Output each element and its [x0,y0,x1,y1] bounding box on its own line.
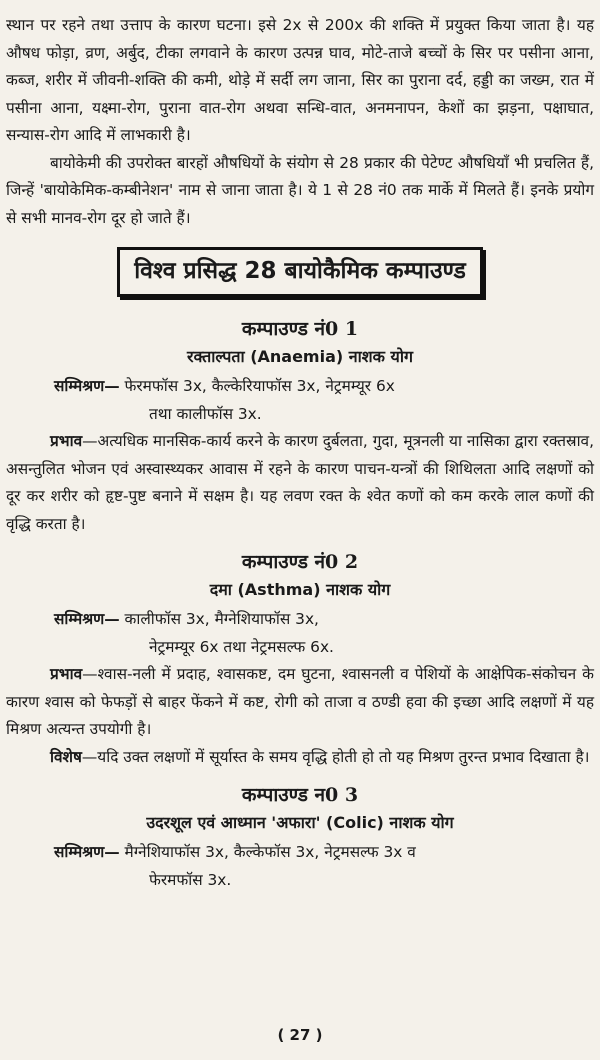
compound-2-title: कम्पाउण्ड नं0 2 [241,551,359,573]
mixture-line-1: फेरमफॉस 3x, कैल्केरियाफॉस 3x, नेट्रमम्यूर 6x [119,377,395,395]
page-number: ( 27 ) [277,1026,323,1044]
compound-1-mixture-line-2: तथा कालीफॉस 3x. [149,404,262,423]
compound-1-effect [6,428,594,538]
compound-3-mixture [6,839,594,867]
compound-3-mixture-line-2: फेरमफॉस 3x. [149,870,232,889]
effect-text: —श्वास-नली में प्रदाह, श्वासकष्ट, दम घुटना, श्वासनली व पेशियों के आक्षेपिक-संकोचन के कारण श्वास को फेफड़ों से बाहर फेंकने में कष्ट, रोगी को ताजा व ठण्डी हवा की इच्छा आदि लक्षणों में यह मिश्रण अत्यन्त उपयोगी है। [6,665,594,738]
compound-2-mixture [6,606,594,634]
section-banner: विश्व प्रसिद्ध 28 बायोकैमिक कम्पाउण्ड [117,247,483,297]
compound-3-subtitle: उदरशूल एवं आध्मान 'अफारा' (Colic) नाशक योग [146,813,454,832]
special-label: विशेष [50,747,82,766]
compound-1-subtitle: रक्ताल्पता (Anaemia) नाशक योग [187,347,413,366]
compound-2-effect [6,661,594,744]
compound-1-mixture [6,373,594,401]
effect-label: प्रभाव [50,665,83,683]
special-text: —यदि उक्त लक्षणों में सूर्यास्त के समय वृद्धि होती हो तो यह मिश्रण तुरन्त प्रभाव दिखाता है। [81,747,590,766]
compound-3-section [6,781,594,894]
mixture-line-1: मैग्नेशियाफॉस 3x, कैल्केफॉस 3x, नेट्रमसल्फ 3x व [119,843,416,861]
compound-2-section [6,548,594,771]
intro-paragraph-2: बायोकेमी की उपरोक्त बारहों औषधियों के संयोग से 28 प्रकार की पेटेण्ट औषधियाँ भी प्रचलित हैं, जिन्हें 'बायोकेमिक-कम्बीनेशन' नाम से जाना जाता है। ये 1 से 28 नं0 तक मार्के में मिलते हैं। इनके प्रयोग से सभी मानव-रोग दूर हो जाते हैं। [6,153,594,227]
mixture-line-1: कालीफॉस 3x, मैग्नेशियाफॉस 3x, [119,610,319,628]
compound-1-title: कम्पाउण्ड नं0 1 [241,318,359,340]
compound-2-mixture-line-2: नेट्रमम्यूर 6x तथा नेट्रमसल्फ 6x. [149,637,334,656]
mixture-label: सम्मिश्रण— [54,843,120,861]
compound-1-section [6,315,594,538]
banner-container [6,247,594,297]
effect-label: प्रभाव [50,432,83,450]
intro-paragraph-1: स्थान पर रहने तथा उत्ताप के कारण घटना। इसे 2x से 200x की शक्ति में प्रयुक्त किया जाता है। यह औषध फोड़ा, व्रण, अर्बुद, टीका लगवाने के कारण उत्पन्न घाव, मोटे-ताजे बच्चों के सिर पर पसीना आना, कब्ज, शरीर में जीवनी-शक्ति की कमी, थोड़े में सर्दी लग जाना, सिर का पुराना दर्द, हड्डी का जख्म, रात में पसीना आना, यक्ष्मा-रोग, पुराना वात-रोग अथवा सन्धि-वात, अनमनापन, केशों का झड़ना, पक्षाघात, सन्यास-रोग आदि में लाभकारी है। [6,16,594,144]
mixture-label: सम्मिश्रण— [54,377,120,395]
compound-2-subtitle: दमा (Asthma) नाशक योग [209,580,391,599]
compound-3-title: कम्पाउण्ड न0 3 [241,784,359,806]
effect-text: —अत्यधिक मानसिक-कार्य करने के कारण दुर्बलता, गुदा, मूत्रनली या नासिका द्वारा रक्तस्राव, असन्तुलित भोजन एवं अस्वास्थ्यकर आवास में रहने के कारण पाचन-यन्त्रों की शिथिलता आदि लक्षणों को दूर कर शरीर को हृष्ट-पुष्ट बनाने में सक्षम है। यह लवण रक्त के श्वेत कणों को कम करके लाल कणों की वृद्धि करता है। [6,432,594,533]
mixture-label: सम्मिश्रण— [54,610,120,628]
compound-2-special [6,744,594,772]
